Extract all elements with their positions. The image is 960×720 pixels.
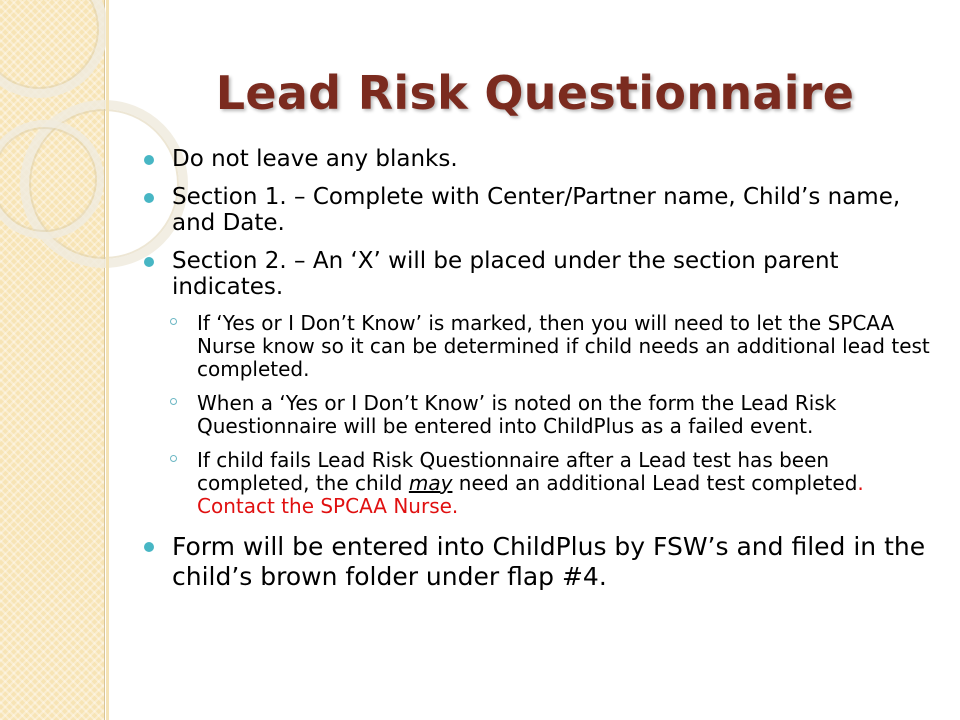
sub-bullet-text: If child fails Lead Risk Questionnaire after a Lead test has been completed, the child: [197, 448, 830, 495]
sub-bullet-circle-icon: [170, 318, 177, 325]
bullet-item: [140, 248, 940, 300]
emphasis-word: may: [408, 471, 453, 495]
bullet-text: Do not leave any blanks.: [172, 146, 458, 172]
bullet-dot-icon: [144, 257, 154, 267]
decorative-left-strip: [0, 0, 105, 720]
slide-title: Lead Risk Questionnaire: [215, 66, 855, 120]
bullet-item: [140, 146, 940, 172]
bullet-item: [140, 184, 940, 236]
slide-content: [140, 146, 940, 604]
sub-bullet-circle-icon: [170, 455, 177, 462]
sub-bullet-text: If ‘Yes or I Don’t Know’ is marked, then you will need to let the SPCAA Nurse know so it can be determined if child needs an additional lead test completed.: [197, 311, 930, 381]
sub-bullet-item: [140, 312, 940, 381]
red-period: .: [857, 471, 864, 495]
sub-bullet-item: [140, 449, 940, 518]
bullet-text: Section 2. – An ‘X’ will be placed under the section parent indicates.: [172, 248, 839, 300]
bullet-dot-icon: [144, 193, 154, 203]
bullet-text: Form will be entered into ChildPlus by FSW’s and filed in the child’s brown folder under flap #4.: [172, 532, 926, 591]
sub-bullet-circle-icon: [170, 398, 177, 405]
sub-bullet-text: need an additional Lead test completed: [452, 471, 858, 495]
bullet-item: [140, 532, 940, 592]
sub-bullet-item: [140, 392, 940, 438]
bullet-dot-icon: [144, 542, 154, 552]
bullet-text: Section 1. – Complete with Center/Partner name, Child’s name, and Date.: [172, 184, 901, 236]
bullet-dot-icon: [144, 155, 154, 165]
decorative-divider: [106, 0, 109, 720]
decorative-ring: [0, 0, 108, 98]
sub-bullet-text: When a ‘Yes or I Don’t Know’ is noted on the form the Lead Risk Questionnaire will be entered into ChildPlus as a failed event.: [197, 391, 837, 438]
contact-nurse-note: Contact the SPCAA Nurse.: [197, 494, 459, 518]
